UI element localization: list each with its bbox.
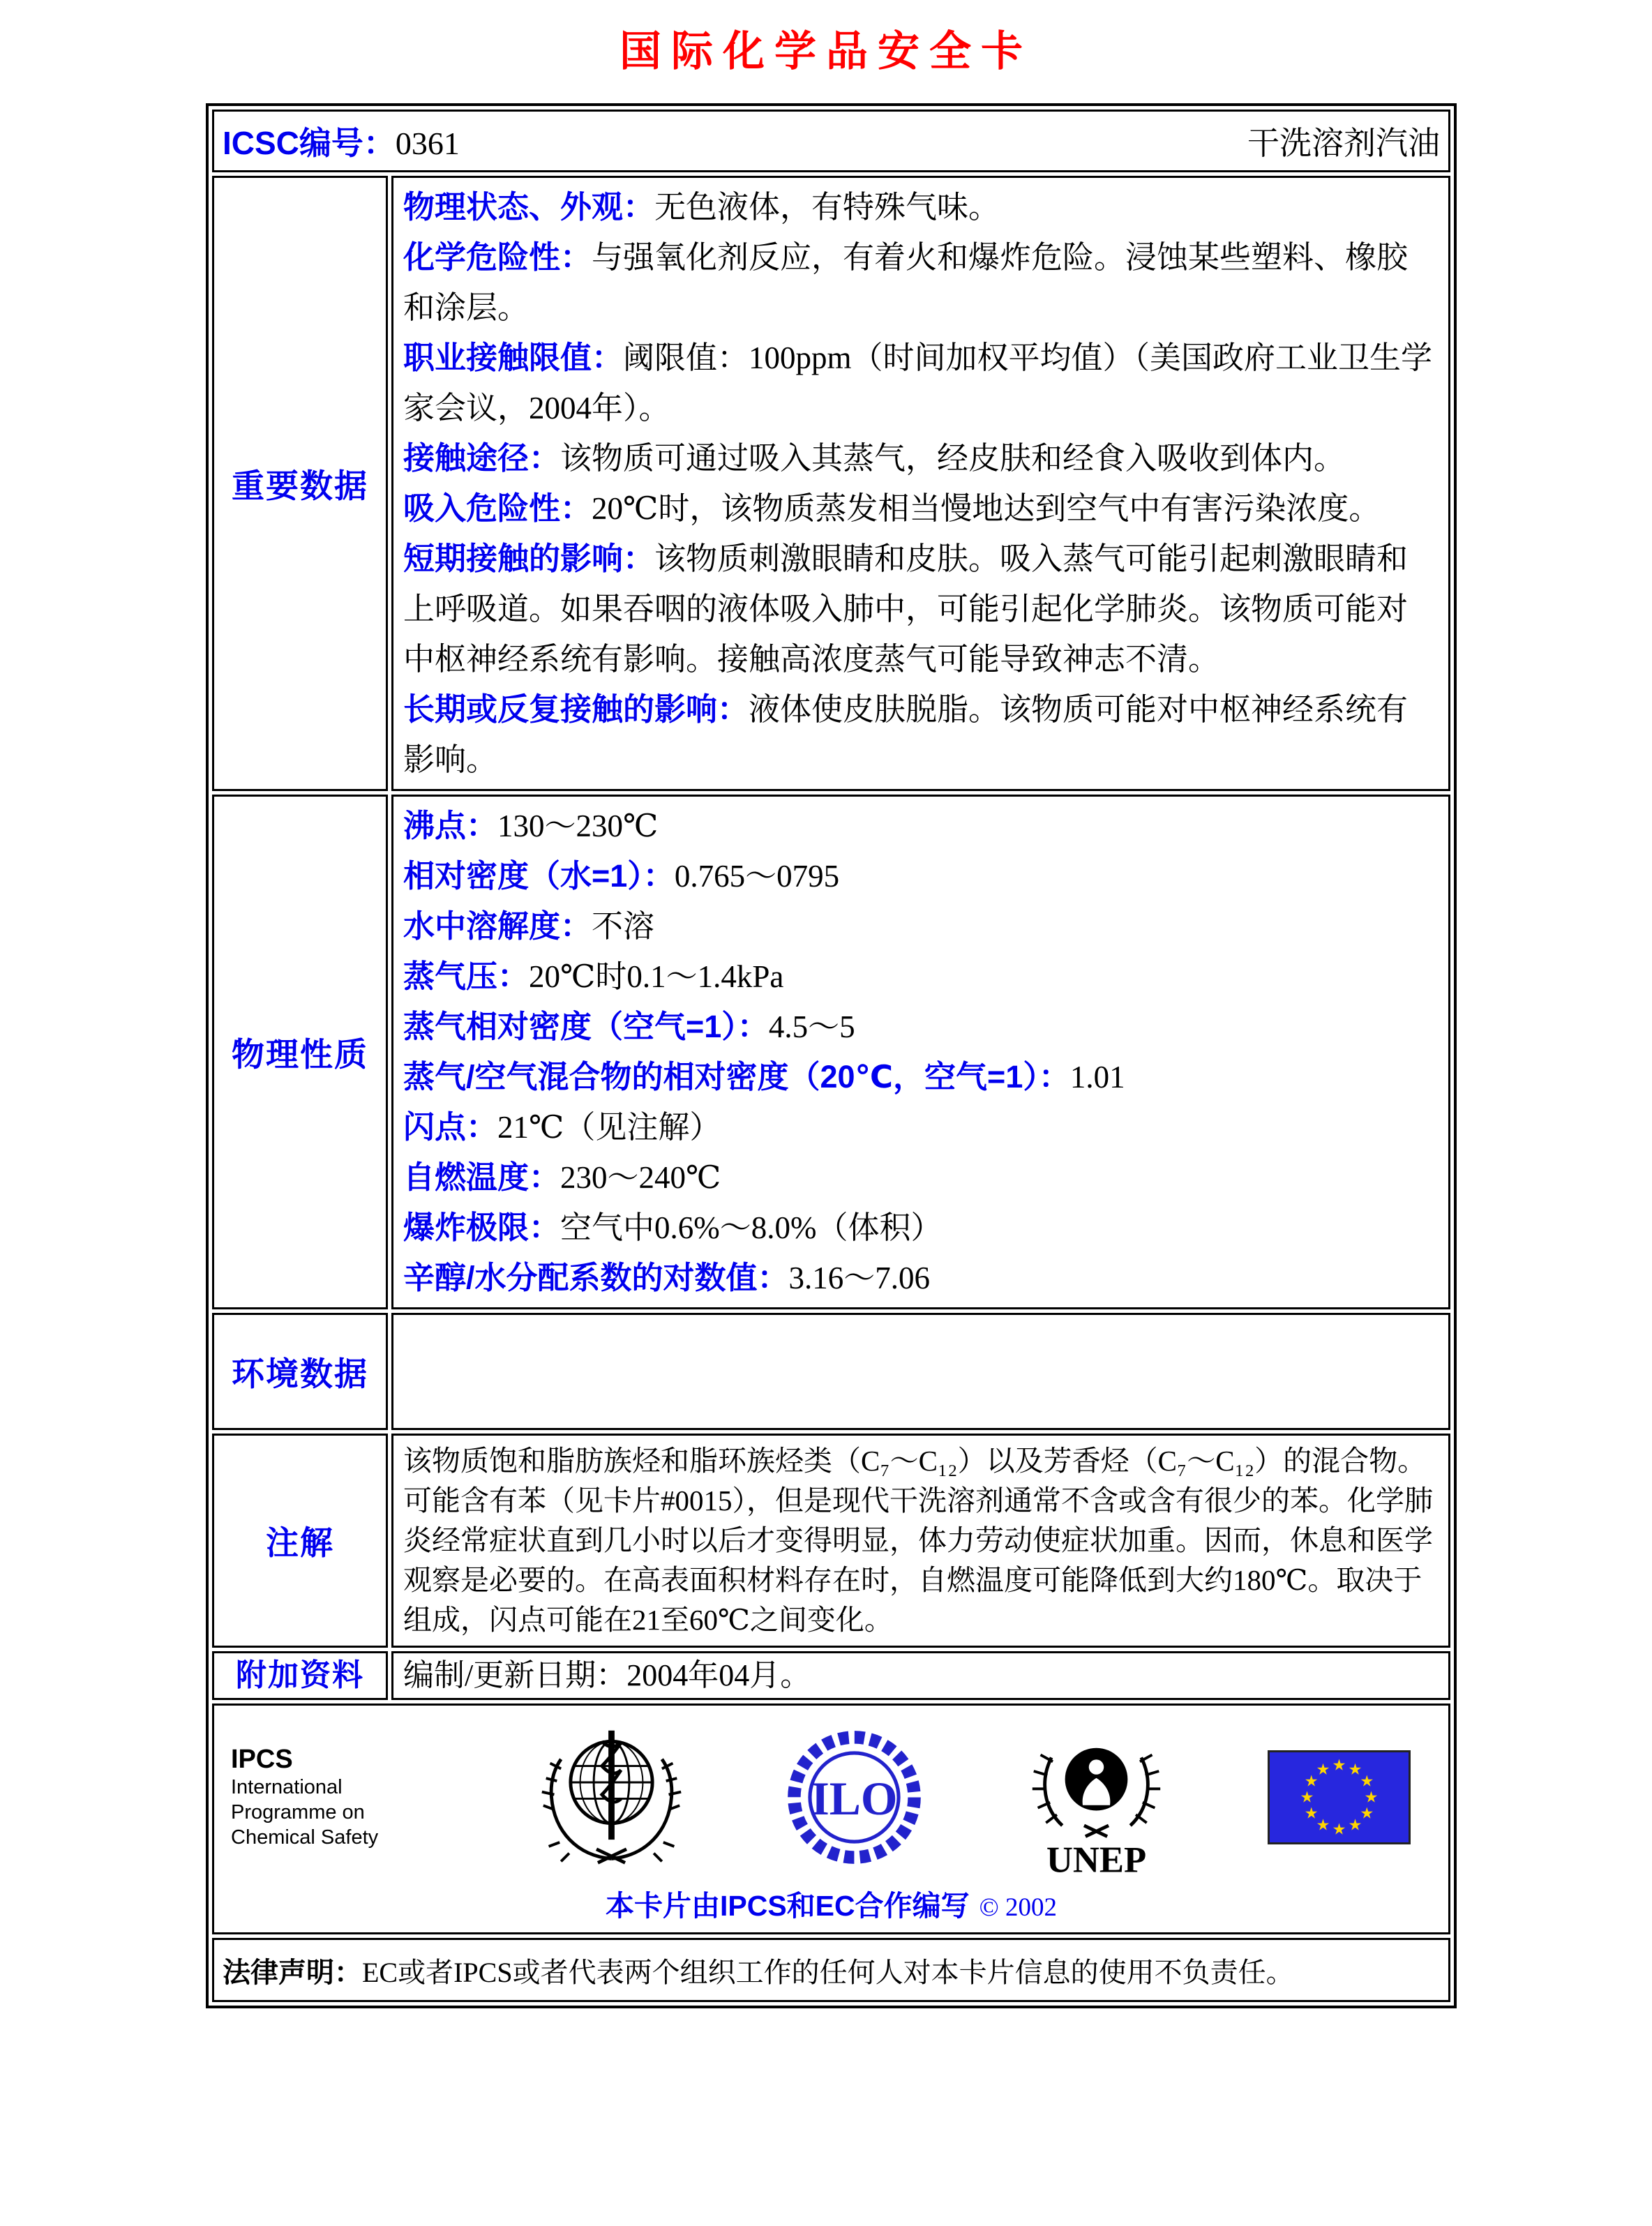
property-value: 0.765～0795 (674, 859, 840, 894)
property-line (403, 1102, 1439, 1152)
ipcs-line-1: International (231, 1776, 343, 1798)
ilo-logo-text: ILO (810, 1772, 898, 1825)
footer-copyright: © 2002 (979, 1893, 1058, 1922)
property-value: 20℃时0.1～1.4kPa (529, 959, 784, 994)
icsc-number-value: 0361 (395, 126, 460, 161)
property-line (403, 1152, 1439, 1203)
legal-row (212, 1938, 1450, 2002)
logos-row (212, 1704, 1450, 1934)
header-row (212, 110, 1450, 172)
property-value: 空气中0.6%～8.0%（体积） (560, 1210, 943, 1245)
logo-strip (231, 1714, 1432, 1880)
property-label: 蒸气/空气混合物的相对密度（20℃，空气=1）： (403, 1059, 1070, 1095)
icsc-number-group (223, 118, 460, 164)
property-label: 长期或反复接触的影响： (403, 691, 749, 727)
property-value: 该物质可通过吸入其蒸气，经皮肤和经食入吸收到体内。 (560, 441, 1346, 476)
property-label: 蒸气相对密度（空气=1）： (403, 1009, 769, 1044)
notes-row (212, 1434, 1450, 1648)
property-line (403, 1253, 1439, 1303)
property-value: 阈限值：100ppm（时间加权平均值）（美国政府工业卫生学家会议，2004年）。 (403, 340, 1433, 426)
property-value: 该物质刺激眼睛和皮肤。吸入蒸气可能引起刺激眼睛和上呼吸道。如果吞咽的液体吸入肺中，可能引起化学肺炎。该物质可能对中枢神经系统有影响。接触高浓度蒸气可能导致神志不清。 (403, 541, 1409, 677)
physical-properties-row (212, 795, 1450, 1309)
chemical-name: 干洗溶剂汽油 (1247, 126, 1440, 161)
unep-logo-icon (1021, 1714, 1171, 1880)
property-line (403, 232, 1439, 333)
ipcs-line-2: Programme on (231, 1801, 365, 1823)
property-value: 20℃时，该物质蒸发相当慢地达到空气中有害污染浓度。 (592, 491, 1381, 526)
header-line (223, 118, 1440, 164)
property-label: 接触途径： (403, 440, 561, 476)
property-line (403, 433, 1439, 483)
row-label-important-data: 重要数据 (212, 176, 388, 791)
property-line (403, 851, 1439, 901)
property-label: 相对密度（水=1）： (403, 858, 675, 894)
ipcs-text-block (231, 1744, 440, 1850)
row-label-additional-info: 附加资料 (212, 1651, 388, 1700)
property-label: 水中溶解度： (403, 908, 592, 944)
ipcs-title: IPCS (231, 1745, 293, 1774)
property-value: 1.01 (1069, 1060, 1125, 1095)
property-line (403, 801, 1439, 851)
legal-cell (212, 1938, 1450, 2002)
legal-text: EC或者IPCS或者代表两个组织工作的任何人对本卡片信息的使用不负责任。 (362, 1956, 1294, 1988)
page-title: 国际化学品安全卡 (620, 29, 1032, 75)
property-line (403, 684, 1439, 785)
row-label-notes: 注解 (212, 1434, 388, 1648)
property-label: 闪点： (403, 1109, 498, 1145)
header-cell (212, 110, 1450, 172)
important-data-row (212, 176, 1450, 791)
property-label: 沸点： (403, 808, 498, 843)
environmental-data-cell (391, 1313, 1450, 1430)
property-value: 不溶 (592, 909, 655, 944)
property-line (403, 952, 1439, 1002)
ipcs-line-3: Chemical Safety (231, 1826, 379, 1849)
property-line (403, 333, 1439, 433)
logos-cell (212, 1704, 1450, 1934)
property-value: 21℃（见注解） (497, 1110, 721, 1145)
property-line (403, 901, 1439, 952)
icsc-number-label: ICSC编号： (223, 125, 396, 161)
property-label: 蒸气压： (403, 958, 530, 994)
property-label: 自燃温度： (403, 1159, 561, 1195)
property-line (403, 1052, 1439, 1102)
property-value: 3.16～7.06 (788, 1261, 931, 1295)
property-value: 130～230℃ (497, 809, 659, 843)
property-value: 与强氧化剂反应，有着火和爆炸危险。浸蚀某些塑料、橡胶和涂层。 (403, 240, 1409, 325)
notes-cell: 该物质饱和脂肪族烃和脂环族烃类（C₇～C₁₂）以及芳香烃（C₇～C₁₂）的混合物。可能含有苯（见卡片#0015），但是现代干洗溶剂通常不含或含有很少的苯。化学肺炎经常症状直到几小时以后才变得明显，体力劳动使症状加重。因而，休息和医学观察是必要的。在高表面积材料存在时，自燃温度可能降低到大约180℃。取决于组成，闪点可能在21至60℃之间变化。 (391, 1434, 1450, 1648)
eu-flag-icon (1268, 1750, 1411, 1844)
footer-caption-line (231, 1883, 1432, 1924)
property-value: 4.5～5 (768, 1009, 855, 1044)
physical-properties-content (403, 801, 1439, 1303)
property-line (403, 1002, 1439, 1052)
property-label: 吸入危险性： (403, 490, 592, 526)
property-line (403, 534, 1439, 684)
property-line (403, 182, 1439, 232)
additional-info-cell: 编制/更新日期：2004年04月。 (391, 1651, 1450, 1700)
property-label: 化学危险性： (403, 239, 592, 275)
legal-label: 法律声明： (223, 1957, 362, 1988)
icsc-card-table (206, 103, 1457, 2008)
important-data-content (403, 182, 1439, 785)
row-label-physical-properties: 物理性质 (212, 795, 388, 1309)
footer-caption: 本卡片由IPCS和EC合作编写 (605, 1890, 970, 1922)
physical-properties-cell (391, 795, 1450, 1309)
property-value: 无色液体，有特殊气味。 (654, 190, 1000, 225)
property-label: 爆炸极限： (403, 1210, 561, 1245)
environmental-data-row (212, 1313, 1450, 1430)
property-label: 辛醇/水分配系数的对数值： (403, 1260, 789, 1295)
property-line (403, 1203, 1439, 1253)
who-logo-icon (536, 1722, 686, 1872)
ilo-logo-icon (783, 1726, 926, 1869)
property-label: 职业接触限值： (403, 340, 624, 375)
property-label: 物理状态、外观： (403, 189, 655, 225)
unep-logo-text: UNEP (1046, 1840, 1147, 1880)
additional-info-row (212, 1651, 1450, 1700)
property-label: 短期接触的影响： (403, 541, 655, 576)
property-value: 液体使皮肤脱脂。该物质可能对中枢神经系统有影响。 (403, 692, 1409, 777)
important-data-cell (391, 176, 1450, 791)
property-line (403, 483, 1439, 534)
row-label-environmental-data: 环境数据 (212, 1313, 388, 1430)
property-value: 230～240℃ (560, 1160, 721, 1195)
